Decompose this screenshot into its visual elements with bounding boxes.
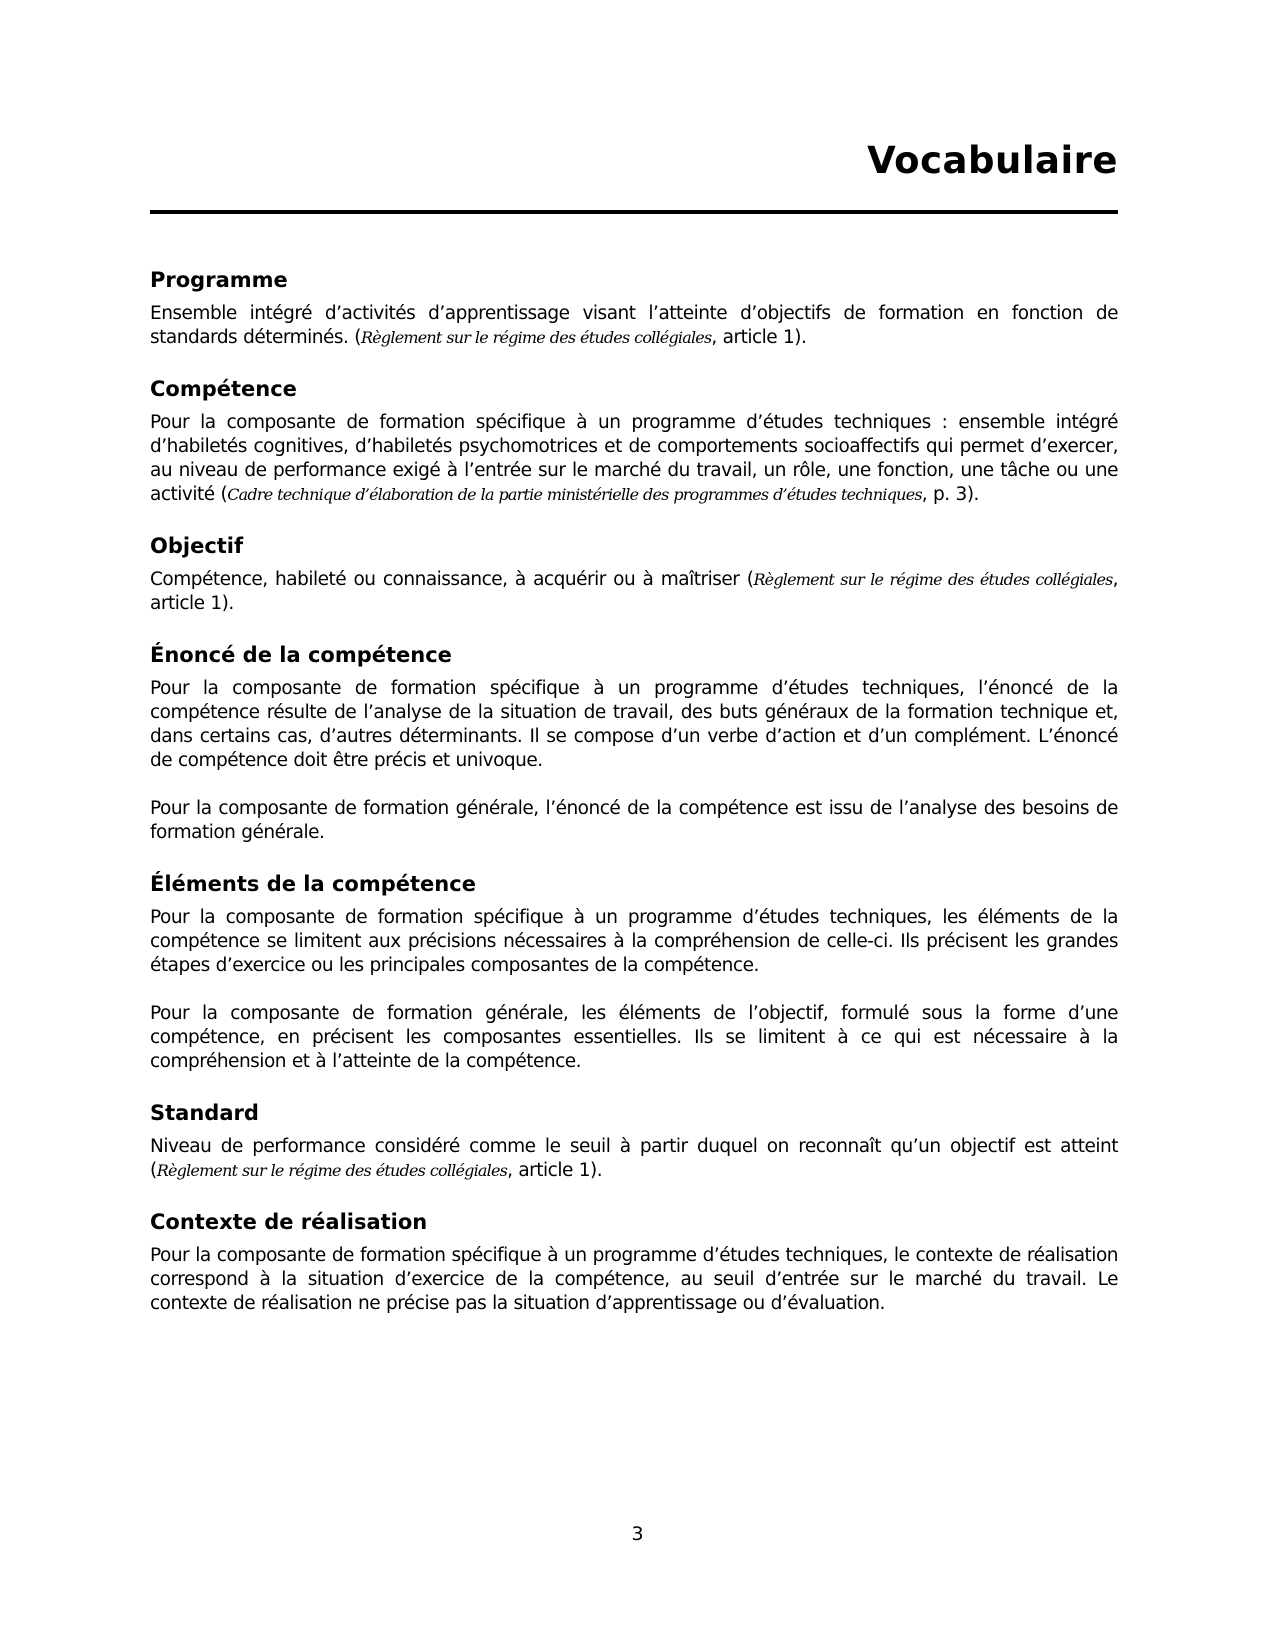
definition xyxy=(150,302,1118,350)
definition xyxy=(150,1135,1118,1183)
citation: Cadre technique d’élaboration de la partie ministérielle des programmes d’études techniques xyxy=(227,485,922,504)
page-number: 3 xyxy=(631,1523,644,1545)
entry-enonce-de-la-competence xyxy=(150,641,1118,845)
definition-text: Pour la composante de formation générale, l’énoncé de la compétence est issu de l’analyse des besoins de formation générale. xyxy=(150,798,1118,843)
definition-suffix: , article 1). xyxy=(711,327,807,348)
definition xyxy=(150,411,1118,507)
definition-text: Pour la composante de formation spécifique à un programme d’études techniques, les éléments de la compétence se limitent aux précisions nécessaires à la compréhension de celle-ci. Ils précisent les grandes étapes d’exercice ou les principales composantes de la compétence. xyxy=(150,907,1118,976)
definition xyxy=(150,906,1118,978)
definition-text: Pour la composante de formation générale, les éléments de l’objectif, formulé sous la forme d’une compétence, en précisent les composantes essentielles. Ils se limitent à ce qui est nécessaire à la compréhension et à l’atteinte de la compétence. xyxy=(150,1003,1118,1072)
definition xyxy=(150,677,1118,773)
term-heading: Objectif xyxy=(150,534,244,558)
definition-text: Compétence, habileté ou connaissance, à acquérir ou à maîtriser ( xyxy=(150,569,754,590)
citation: Règlement sur le régime des études collégiales xyxy=(361,328,712,347)
definition-text: Pour la composante de formation spécifique à un programme d’études techniques, l’énoncé de la compétence résulte de l’analyse de la situation de travail, des buts généraux de la formation technique et, dans certains cas, d’autres déterminants. Il se compose d’un verbe d’action et d’un complément. L’énoncé de compétence doit être précis et univoque. xyxy=(150,678,1118,771)
term-heading: Contexte de réalisation xyxy=(150,1210,428,1234)
term-heading: Énoncé de la compétence xyxy=(150,643,452,667)
term-heading: Standard xyxy=(150,1101,259,1125)
definition xyxy=(150,1002,1118,1074)
entry-competence xyxy=(150,375,1118,507)
citation: Règlement sur le régime des études collégiales xyxy=(753,570,1113,589)
term-heading: Programme xyxy=(150,268,288,292)
definition-text: Niveau de performance considéré comme le seuil à partir duquel on reconnaît qu’un objectif est atteint ( xyxy=(150,1136,1118,1181)
vocabulary-list xyxy=(150,266,1118,1341)
definition-text: Pour la composante de formation spécifique à un programme d’études techniques, le contexte de réalisation correspond à la situation d’exercice de la compétence, au seuil d’entrée sur le marché du travail. Le contexte de réalisation ne précise pas la situation d’apprentissage ou d’évaluation. xyxy=(150,1245,1118,1314)
definition-text: Pour la composante de formation spécifique à un programme d’études techniques : ensemble intégré d’habiletés cognitives, d’habiletés psychomotrices et de comportements socioaffectifs qui permet d’exercer, au niveau de performance exigé à l’entrée sur le marché du travail, un rôle, une fonction, une tâche ou une activité ( xyxy=(150,412,1118,505)
definition-text: Ensemble intégré d’activités d’apprentissage visant l’atteinte d’objectifs de formation en fonction de standards déterminés. ( xyxy=(150,303,1118,348)
definition xyxy=(150,797,1118,845)
definition xyxy=(150,1244,1118,1316)
citation: Règlement sur le régime des études collégiales xyxy=(156,1161,508,1180)
entry-objectif xyxy=(150,532,1118,616)
definition-suffix: , article 1). xyxy=(150,569,1118,614)
entry-contexte-de-realisation xyxy=(150,1208,1118,1316)
definition-suffix: , article 1). xyxy=(507,1160,603,1181)
term-heading: Éléments de la compétence xyxy=(150,872,476,896)
title-rule xyxy=(150,210,1118,214)
term-heading: Compétence xyxy=(150,377,297,401)
entry-programme xyxy=(150,266,1118,350)
entry-standard xyxy=(150,1099,1118,1183)
entry-elements-de-la-competence xyxy=(150,870,1118,1074)
definition xyxy=(150,568,1118,616)
definition-suffix: , p. 3). xyxy=(921,484,979,505)
page-title: Vocabulaire xyxy=(867,139,1118,182)
